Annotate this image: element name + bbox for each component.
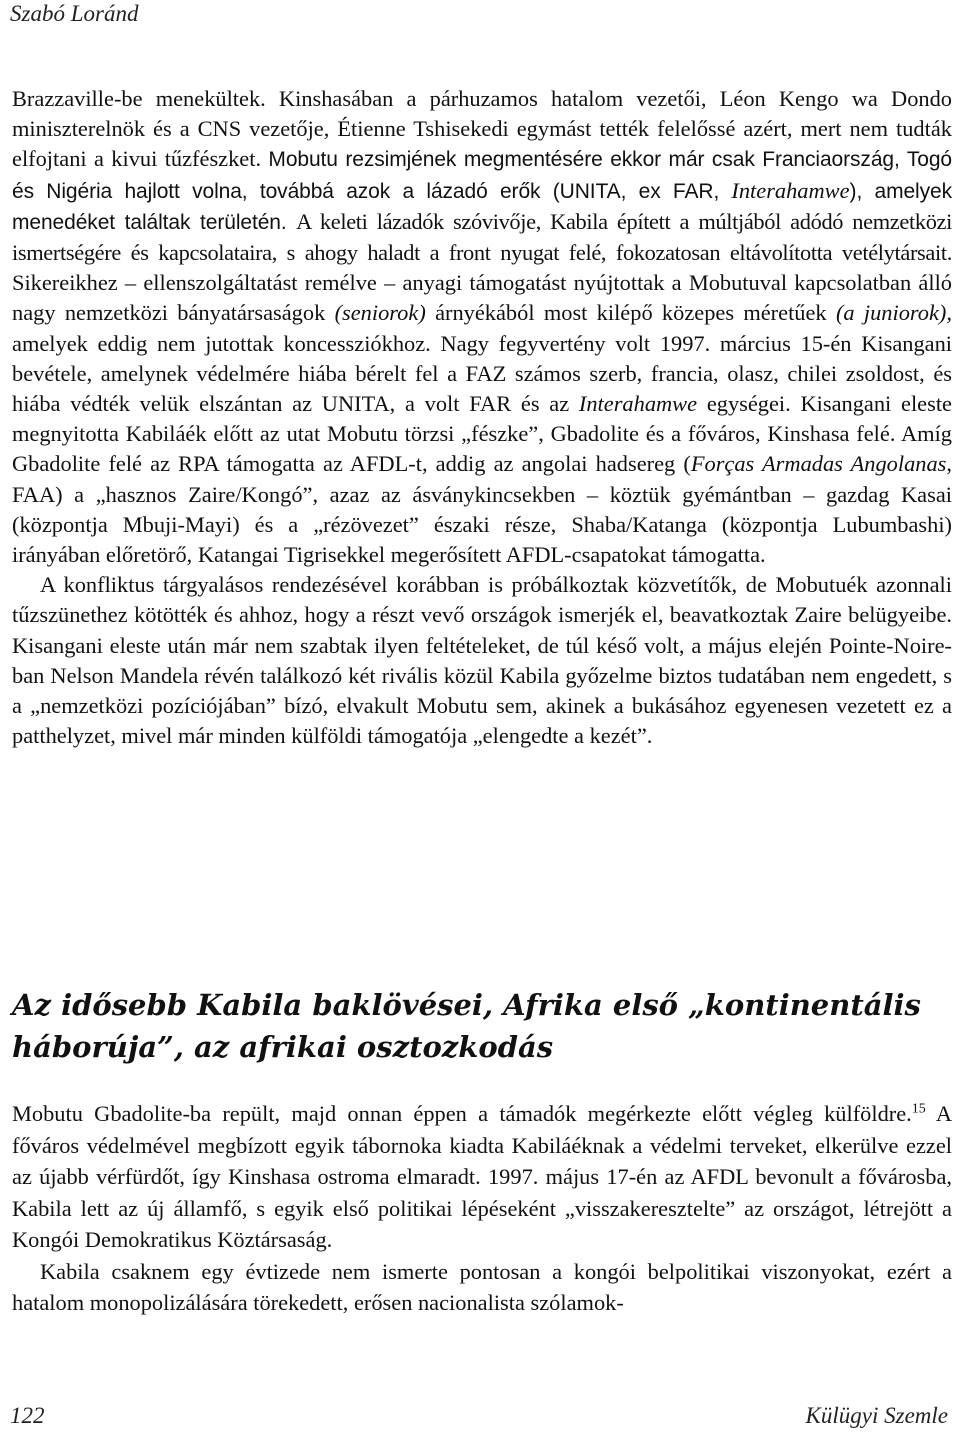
section-heading: Az idősebb Kabila baklövései, Afrika első „kontinentális háborúja”, az afrikai osztozkodás xyxy=(12,988,921,1064)
running-head-author: Szabó Loránd xyxy=(10,1,139,26)
text-run: Sikereikhez – ellenszolgáltatást remélve – anyagi támogatást nyújtottak a Mobutuval kapcsolatban álló nagy nemzetközi bányatársaságok xyxy=(12,270,952,326)
text-run: A keleti lázadók szóvivője, Kabila épített a múltjából adódó nemzetközi ismertségére és kapcsolataira, s ahogy haladt a front nyugat felé, fokozatosan eltávolította vetélytársait. xyxy=(12,208,952,266)
text-run: amelyek eddig nem jutottak koncessziókhoz. Nagy fegyvertény volt 1997. március 15-én Kisangani bevétele, amelynek védelmére hiába bérelt fel a FAZ számos szerb, francia, olasz, chilei zsoldost, és hiába védték velük elszántan az UNITA, a volt FAR és az xyxy=(12,330,952,417)
italic-term: Interahamwe xyxy=(578,391,698,417)
body-text-section-2 xyxy=(12,1098,952,1319)
text-run: árnyékából most kilépő közepes méretűek xyxy=(435,300,827,326)
text-run: Mobutu rezsimjének megmentésére ekkor már csak Franciaország, Togó és Nigéria hajlott volna, továbbá azok a lázadó erők (UNITA, ex FAR, xyxy=(12,148,952,203)
footnote-ref[interactable]: 15 xyxy=(911,1101,926,1117)
text-run: A főváros védelmével megbízott egyik tábornoka kiadta Kabiláéknak a védelmi terveket, elkerülve ezzel az újabb vérfürdőt, így Kinshasa ostroma elmaradt. 1997. május 17-én az AFDL bevonult a fővárosba, Kabila lett az új államfő, s egyik első politikai lépéseként „visszakeresztelte” az országot, létrejött a Kongói Demokratikus Köztársaság. xyxy=(12,1101,952,1252)
paragraph: Kabila csaknem egy évtizede nem ismerte pontosan a kongói belpolitikai viszonyokat, ezért a hatalom monopolizálására törekedett, erősen nacionalista szólamok- xyxy=(12,1258,952,1315)
text-run: Brazzaville-be menekültek. Kinshasában a párhuzamos hatalom vezetői, Léon Kengo wa Dondo miniszterelnök és a CNS vezetője, Étienne Tshisekedi egymást tették felelőssé azért, mert nem tudták elfojtani a kivui tűzfészket. xyxy=(12,86,952,172)
italic-term: Forças Armadas Angolanas xyxy=(690,451,947,477)
paragraph: A konfliktus tárgyalásos rendezésével korábban is próbálkoztak közvetítők, de Mobutuék azonnali tűzszünethez kötötték és ahhoz, hogy a részt vevő országok ismerjék el, beavatkoztak Zaire belügyeibe. Kisangani eleste után már nem szabtak ilyen feltételeket, de túl késő volt, a május elején Pointe-Noire-ban Nelson Mandela révén találkozó két rivális közül Kabila győzelme biztos tudatában nem engedett, s a „nemzetközi pozíciójában” bízó, elvakult Mobutu sem, akinek a bukásához egyenesen vezetett ez a patthelyzet, mivel már minden külföldi támogatója „elengedte a kezét”. xyxy=(12,572,952,749)
text-run: , FAA) a „hasznos Zaire/Kongó”, azaz az ásványkincsekben – köztük gyémántban – gazdag Kasai (központja Mbuji-Mayi) és a „rézövezet” északi része, Shaba/Katanga (központja Lubumbashi) irányában előretörő, Katangai Tigrisekkel megerősített AFDL-csapatokat támogatta. xyxy=(12,451,952,568)
paragraph xyxy=(12,84,952,570)
body-text-section-1 xyxy=(12,84,952,751)
italic-term: (a juniorok), xyxy=(835,300,952,326)
page-number: 122 xyxy=(10,1403,45,1428)
text-run: egységei. Kisangani eleste megnyitotta Kabiláék előtt az utat Mobutu törzsi „fészke”, Gbadolite és a főváros, Kinshasa felé. Amíg Gbadolite felé az RPA támogatta az AFDL-t, addig az angolai hadsereg ( xyxy=(12,391,952,477)
text-run: ), amelyek menedéket találtak területén. xyxy=(12,179,952,234)
italic-term: (seniorok) xyxy=(334,300,426,326)
page-footer xyxy=(10,1402,948,1432)
paragraph xyxy=(12,1098,952,1256)
text-run: Mobutu Gbadolite-ba repült, majd onnan éppen a támadók megérkezte előtt végleg külföldre. xyxy=(12,1101,912,1126)
journal-name: Külügyi Szemle xyxy=(805,1403,948,1428)
italic-term: Interahamwe xyxy=(731,177,850,203)
